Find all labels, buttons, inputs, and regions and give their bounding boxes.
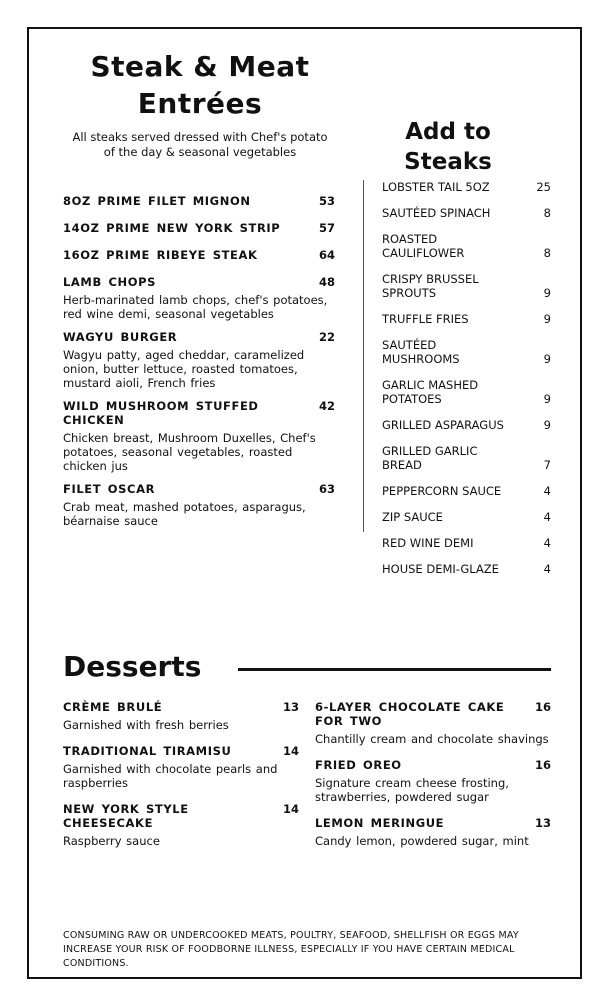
addon-price: 4: [543, 536, 551, 550]
dessert-item: [63, 744, 299, 790]
dessert-item: [63, 700, 299, 732]
addon-price: 9: [543, 352, 551, 366]
addon-item: [382, 312, 551, 326]
desserts-title: Desserts: [63, 650, 202, 683]
addon-item: [382, 272, 551, 300]
addon-name: CRISPY BRUSSEL SPROUTS: [382, 272, 479, 300]
item-name: FRIED OREO: [315, 758, 402, 772]
item-price: 13: [282, 700, 299, 714]
item-description: Garnished with chocolate pearls and raspberries: [63, 762, 278, 790]
dessert-item: [315, 758, 551, 804]
addon-name: ZIP SAUCE: [382, 510, 443, 524]
item-name: NEW YORK STYLE CHEESECAKE: [63, 802, 189, 830]
steak-section-title: [60, 48, 340, 122]
item-description: Wagyu patty, aged cheddar, caramelized onion, butter lettuce, roasted tomatoes, mustard aioli, French fries: [63, 348, 305, 390]
item-name: LEMON MERINGUE: [315, 816, 445, 830]
addons-title-line-1: Add to: [405, 119, 491, 145]
addon-name: RED WINE DEMI: [382, 536, 474, 550]
addon-item: [382, 444, 551, 472]
item-price: 42: [318, 399, 335, 413]
item-description: Garnished with fresh berries: [63, 718, 229, 732]
item-description: Chicken breast, Mushroom Duxelles, Chef's potatoes, seasonal vegetables, roasted chicken jus: [63, 431, 316, 473]
item-name: LAMB CHOPS: [63, 275, 156, 289]
addon-name: GARLIC MASHED POTATOES: [382, 378, 479, 406]
addon-name: SAUTÉED SPINACH: [382, 206, 491, 220]
item-description: Chantilly cream and chocolate shavings: [315, 732, 549, 746]
food-safety-disclaimer: CONSUMING RAW OR UNDERCOOKED MEATS, POULTRY, SEAFOOD, SHELLFISH OR EGGS MAY INCREASE YOUR RISK OF FOODBORNE ILLNESS, ESPECIALLY IF YOU HAVE CERTAIN MEDICAL CONDITIONS.: [63, 930, 519, 969]
desserts-divider: [238, 668, 551, 671]
menu-item: [63, 330, 335, 390]
menu-item: [63, 221, 335, 235]
steak-title-line-1: Steak & Meat: [90, 50, 310, 83]
item-name: 6-LAYER CHOCOLATE CAKE FOR TWO: [315, 700, 505, 728]
item-description: Herb-marinated lamb chops, chef's potatoes, red wine demi, seasonal vegetables: [63, 293, 328, 321]
item-name: 16OZ PRIME RIBEYE STEAK: [63, 248, 258, 262]
addon-name: TRUFFLE FRIES: [382, 312, 469, 326]
addon-item: [382, 378, 551, 406]
addons-section-title: [388, 117, 508, 177]
item-price: 16: [534, 758, 551, 772]
addon-price: 9: [543, 312, 551, 326]
addon-item: [382, 338, 551, 366]
addon-item: [382, 206, 551, 220]
menu-item: [63, 399, 335, 473]
addon-item: [382, 180, 551, 194]
steak-intro-text: All steaks served dressed with Chef's potato of the day & seasonal vegetables: [72, 130, 328, 159]
item-price: 53: [318, 194, 335, 208]
addon-name: GRILLED GARLIC BREAD: [382, 444, 478, 472]
addon-price: 4: [543, 484, 551, 498]
item-price: 63: [318, 482, 335, 496]
item-description: Crab meat, mashed potatoes, asparagus, béarnaise sauce: [63, 500, 306, 528]
addon-item: [382, 232, 551, 260]
item-price: 14: [282, 802, 299, 816]
item-name: WAGYU BURGER: [63, 330, 178, 344]
addon-price: 9: [543, 286, 551, 300]
item-name: 14OZ PRIME NEW YORK STRIP: [63, 221, 281, 235]
addon-name: HOUSE DEMI-GLAZE: [382, 562, 499, 576]
item-description: Signature cream cheese frosting, strawberries, powdered sugar: [315, 776, 509, 804]
menu-item: [63, 194, 335, 208]
item-price: 13: [534, 816, 551, 830]
menu-item: [63, 275, 335, 321]
addon-name: SAUTÉED MUSHROOMS: [382, 338, 460, 366]
steak-title-line-2: Entrées: [137, 87, 263, 120]
item-price: 57: [318, 221, 335, 235]
addon-item: [382, 536, 551, 550]
item-price: 48: [318, 275, 335, 289]
item-name: TRADITIONAL TIRAMISU: [63, 744, 232, 758]
addon-item: [382, 510, 551, 524]
item-description: Raspberry sauce: [63, 834, 160, 848]
desserts-right-column: [315, 700, 551, 860]
dessert-item: [315, 816, 551, 848]
menu-item: [63, 482, 335, 528]
addons-title-line-2: Steaks: [404, 149, 492, 175]
addon-name: ROASTED CAULIFLOWER: [382, 232, 465, 260]
addon-price: 25: [536, 180, 551, 194]
item-description: Candy lemon, powdered sugar, mint: [315, 834, 529, 848]
addon-name: LOBSTER TAIL 5OZ: [382, 180, 490, 194]
addon-price: 4: [543, 562, 551, 576]
addon-price: 9: [543, 418, 551, 432]
addon-item: [382, 418, 551, 432]
item-name: CRÈME BRULÉ: [63, 700, 163, 714]
addon-price: 8: [543, 246, 551, 260]
addon-item: [382, 484, 551, 498]
addon-price: 4: [543, 510, 551, 524]
item-price: 64: [318, 248, 335, 262]
dessert-item: [315, 700, 551, 746]
addon-item: [382, 562, 551, 576]
desserts-left-column: [63, 700, 299, 860]
item-name: WILD MUSHROOM STUFFED CHICKEN: [63, 399, 259, 427]
item-name: FILET OSCAR: [63, 482, 156, 496]
item-price: 22: [318, 330, 335, 344]
dessert-item: [63, 802, 299, 848]
mains-list: [63, 194, 335, 537]
menu-item: [63, 248, 335, 262]
addon-price: 7: [543, 458, 551, 472]
item-price: 14: [282, 744, 299, 758]
addon-price: 8: [543, 206, 551, 220]
addon-name: PEPPERCORN SAUCE: [382, 484, 502, 498]
addons-list: [363, 180, 551, 576]
item-price: 16: [534, 700, 551, 714]
addon-name: GRILLED ASPARAGUS: [382, 418, 504, 432]
addon-price: 9: [543, 392, 551, 406]
item-name: 8OZ PRIME FILET MIGNON: [63, 194, 251, 208]
